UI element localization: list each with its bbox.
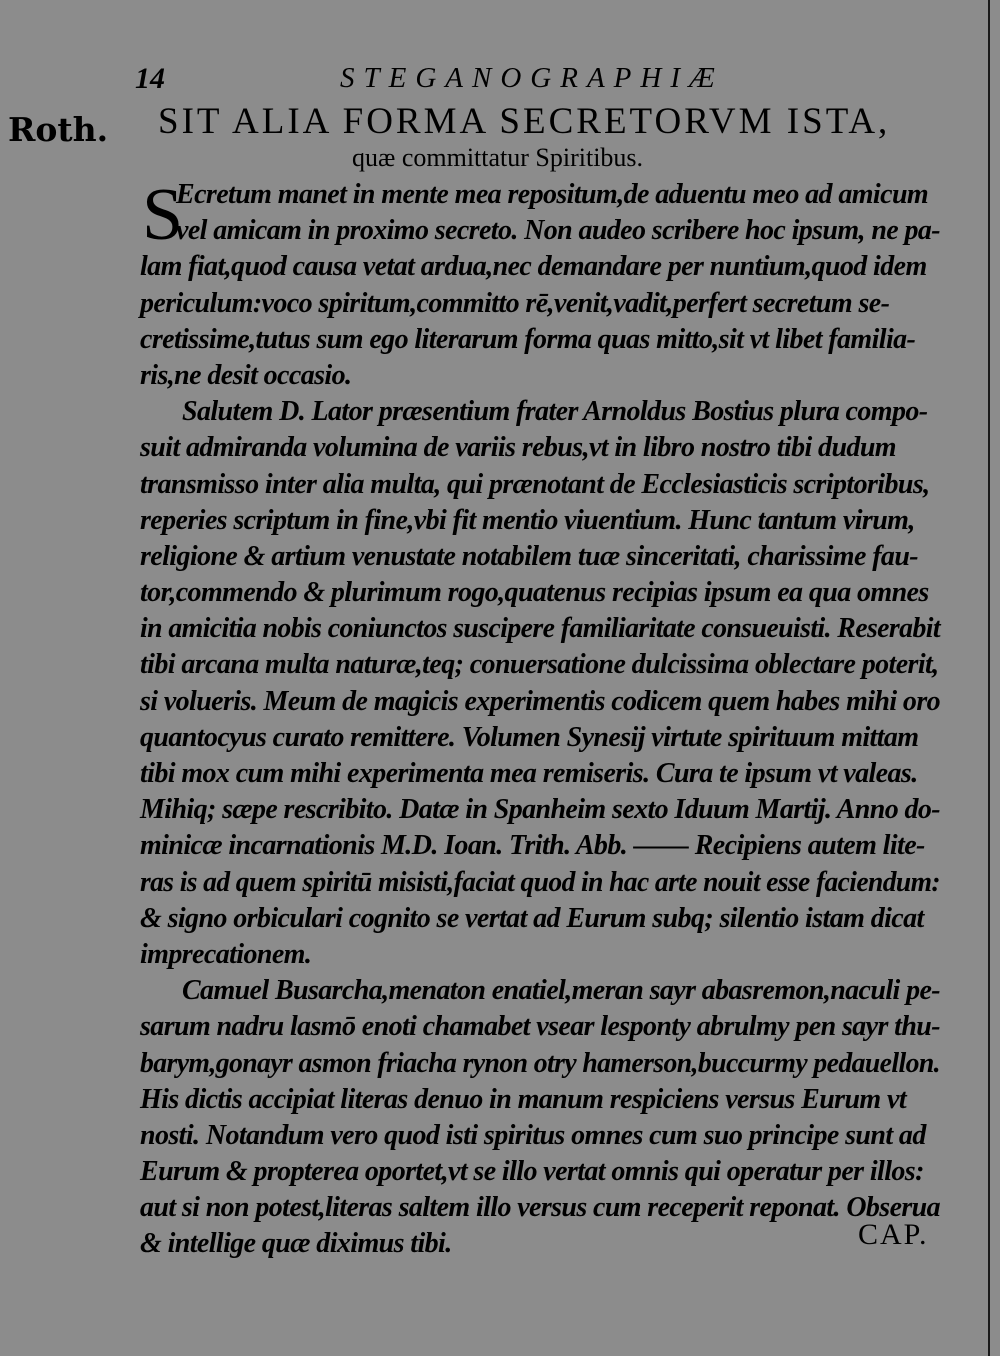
drop-cap: S xyxy=(142,174,184,256)
margin-note: Roth. xyxy=(8,110,109,149)
running-head: STEGANOGRAPHIÆ xyxy=(340,62,724,94)
text-line: reperies scriptum in fine,vbi fit mentio viuentium. Hunc tantum virum, xyxy=(140,504,915,536)
text-line: cretissime,tutus sum ego literarum forma quas mitto,sit vt libet familia- xyxy=(140,323,916,355)
page-edge xyxy=(988,0,990,1356)
text-line: His dictis accipiat literas denuo in manum respiciens versus Eurum vt xyxy=(140,1083,907,1115)
text-line: si volueris. Meum de magicis experimentis codicem quem habes mihi oro xyxy=(140,685,940,717)
text-line: religione & artium venustate notabilem tuæ sinceritati, charissime fau- xyxy=(140,540,919,572)
text-line: Mihiq; sæpe rescribito. Datæ in Spanheim sexto Iduum Martij. Anno do- xyxy=(140,794,940,826)
text-line: Camuel Busarcha,menaton enatiel,meran sayr abasremon,naculi pe- xyxy=(182,975,940,1007)
text-line: lam fiat,quod causa vetat ardua,nec demandare per nuntium,quod idem xyxy=(140,251,927,283)
section-subtitle: quæ committatur Spiritibus. xyxy=(352,143,644,172)
text-line: suit admiranda volumina de variis rebus,vt in libro nostro tibi dudum xyxy=(140,432,896,464)
text-line: periculum:voco spiritum,committo rē,venit,vadit,perfert secretum se- xyxy=(140,287,890,319)
page-header xyxy=(0,62,1000,102)
text-line: tibi arcana multa naturæ,teq; conuersatione dulcissima oblectare poterit, xyxy=(140,649,939,681)
text-line: Eurum & propterea oportet,vt se illo vertat omnis qui operatur per illos: xyxy=(140,1156,924,1188)
text-line: tor,commendo & plurimum rogo,quatenus recipias ipsum ea qua omnes xyxy=(140,577,929,609)
text-line: vel amicam in proximo secreto. Non audeo scribere hoc ipsum, ne pa- xyxy=(176,215,940,247)
text-line: & signo orbiculari cognito se vertat ad Eurum subq; silentio istam dicat xyxy=(140,902,924,934)
text-line: tibi mox cum mihi experimenta mea remiseris. Cura te ipsum vt valeas. xyxy=(140,758,918,789)
text-line: barym,gonayr asmon friacha rynon otry hamerson,buccurmy pedauellon. xyxy=(140,1047,940,1079)
body-text xyxy=(140,174,940,1263)
text-line: ris,ne desit occasio. xyxy=(140,359,352,391)
text-line: aut si non potest,literas saltem illo versus cum receperit reponat. Obserua xyxy=(140,1192,940,1224)
text-line: & intellige quæ diximus tibi. xyxy=(140,1228,452,1260)
text-line: transmisso inter alia multa, qui prænotant de Ecclesiasticis scriptoribus, xyxy=(140,468,930,500)
text-line: nosti. Notandum vero quod isti spiritus omnes cum suo principe sunt ad xyxy=(140,1119,926,1151)
page-number: 14 xyxy=(135,62,165,95)
text-line: Ecretum manet in mente mea repositum,de aduentu meo ad amicum xyxy=(176,179,929,210)
text-line: in amicitia nobis coniunctos suscipere familiaritate consueuisti. Reserabit xyxy=(140,613,940,645)
section-title: SIT ALIA FORMA SECRETORVM ISTA, xyxy=(158,101,891,142)
text-line: quantocyus curato remittere. Volumen Synesij virtute spirituum mittam xyxy=(140,721,919,753)
text-line: Salutem D. Lator præsentium frater Arnoldus Bostius plura compo- xyxy=(182,396,928,428)
text-line: minicæ incarnationis M.D. Ioan. Trith. Abb. —— Recipiens autem lite- xyxy=(140,830,925,862)
text-line: imprecationem. xyxy=(140,938,312,970)
catchword: CAP. xyxy=(858,1218,929,1251)
text-line: sarum nadru lasmō enoti chamabet vsear lesponty abrulmy pen sayr thu- xyxy=(140,1011,940,1043)
text-line: ras is ad quem spiritū misisti,faciat quod in hac arte nouit esse faciendum: xyxy=(140,866,940,898)
